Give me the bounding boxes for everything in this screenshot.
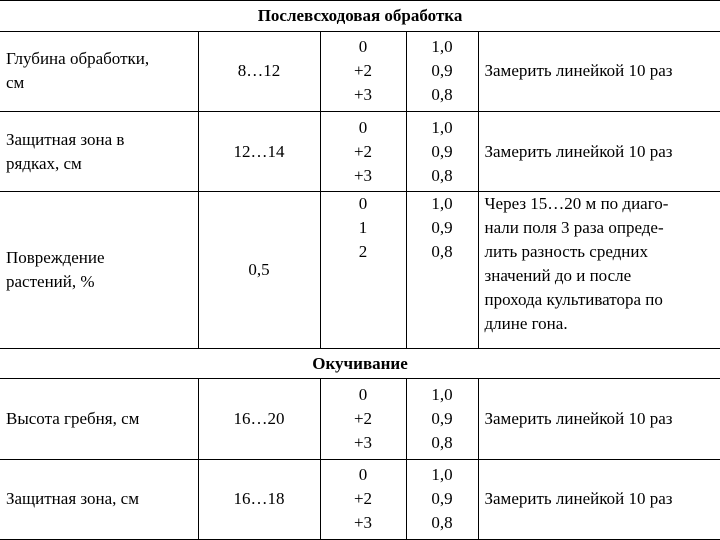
deviation-value: +3 [353, 433, 373, 453]
method-line: прохода культиватора по [484, 290, 663, 310]
coefficient-value: 1,0 [431, 37, 453, 57]
parameter-line: Защитная зона, см [6, 489, 139, 509]
deviation-value: 2 [358, 242, 368, 262]
section-title: Послевсходовая обработка [0, 1, 720, 32]
section-header-row [0, 348, 720, 379]
method-cell [478, 459, 720, 539]
parameter-cell [0, 192, 198, 348]
coefficient-value: 0,8 [431, 433, 453, 453]
coefficient-cell [406, 112, 478, 192]
parameter-cell [0, 31, 198, 111]
coefficient-value: 1,0 [431, 465, 453, 485]
range-cell: 8…12 [198, 31, 320, 111]
range-cell: 0,5 [198, 192, 320, 348]
parameter-line: Повреждение [6, 247, 105, 267]
parameter-line: см [6, 73, 25, 93]
table-row [0, 192, 720, 348]
deviation-value: +3 [353, 513, 373, 533]
coefficient-value: 0,8 [431, 85, 453, 105]
parameter-cell [0, 112, 198, 192]
deviation-value: +2 [353, 141, 373, 161]
deviation-cell [320, 192, 406, 348]
coefficient-value: 0,9 [431, 61, 453, 81]
coefficient-cell [406, 192, 478, 348]
parameter-line: Высота гребня, см [6, 409, 140, 429]
method-line: лить разность средних [484, 242, 648, 262]
deviation-value: 0 [358, 385, 368, 405]
table-row [0, 459, 720, 539]
range-cell: 16…20 [198, 379, 320, 459]
deviation-cell [320, 459, 406, 539]
deviation-cell [320, 112, 406, 192]
deviation-value: +2 [353, 61, 373, 81]
method-line: Замерить линейкой 10 раз [484, 409, 673, 429]
coefficient-value: 0,9 [431, 409, 453, 429]
method-cell [478, 112, 720, 192]
table-row [0, 379, 720, 459]
method-cell [478, 192, 720, 348]
method-line: Замерить линейкой 10 раз [484, 489, 673, 509]
coefficient-value: 0,9 [431, 218, 453, 238]
coefficient-value: 0,8 [431, 513, 453, 533]
deviation-value: 0 [358, 117, 368, 137]
parameter-line: растений, % [6, 271, 95, 291]
range-cell: 16…18 [198, 459, 320, 539]
table-row [0, 31, 720, 111]
coefficient-value: 0,9 [431, 489, 453, 509]
parameter-cell [0, 379, 198, 459]
method-line: нали поля 3 раза опреде- [484, 218, 664, 238]
method-line: Через 15…20 м по диаго- [484, 194, 669, 214]
table-row [0, 112, 720, 192]
method-line: Замерить линейкой 10 раз [484, 141, 673, 161]
coefficient-value: 0,8 [431, 242, 453, 262]
coefficient-cell [406, 459, 478, 539]
method-line: длине гона. [484, 314, 568, 334]
deviation-value: +3 [353, 165, 373, 185]
parameter-line: Глубина обработки, [6, 49, 150, 69]
coefficient-value: 1,0 [431, 385, 453, 405]
method-cell [478, 31, 720, 111]
coefficient-value: 1,0 [431, 194, 453, 214]
method-line: значений до и после [484, 266, 632, 286]
deviation-value: +2 [353, 489, 373, 509]
coefficient-value: 1,0 [431, 117, 453, 137]
deviation-value: 0 [358, 465, 368, 485]
coefficient-cell [406, 31, 478, 111]
coefficient-value: 0,9 [431, 141, 453, 161]
deviation-value: 1 [358, 218, 368, 238]
coefficient-cell [406, 379, 478, 459]
parameter-line: Защитная зона в [6, 129, 125, 149]
deviation-value: 0 [358, 37, 368, 57]
deviation-value: 0 [358, 194, 368, 214]
method-cell [478, 379, 720, 459]
parameter-line: рядках, см [6, 153, 82, 173]
parameter-cell [0, 459, 198, 539]
range-cell: 12…14 [198, 112, 320, 192]
deviation-cell [320, 31, 406, 111]
section-header-row [0, 1, 720, 32]
coefficient-value: 0,8 [431, 165, 453, 185]
deviation-value: +2 [353, 409, 373, 429]
method-line: Замерить линейкой 10 раз [484, 61, 673, 81]
section-title: Окучивание [0, 348, 720, 379]
deviation-value: +3 [353, 85, 373, 105]
deviation-cell [320, 379, 406, 459]
